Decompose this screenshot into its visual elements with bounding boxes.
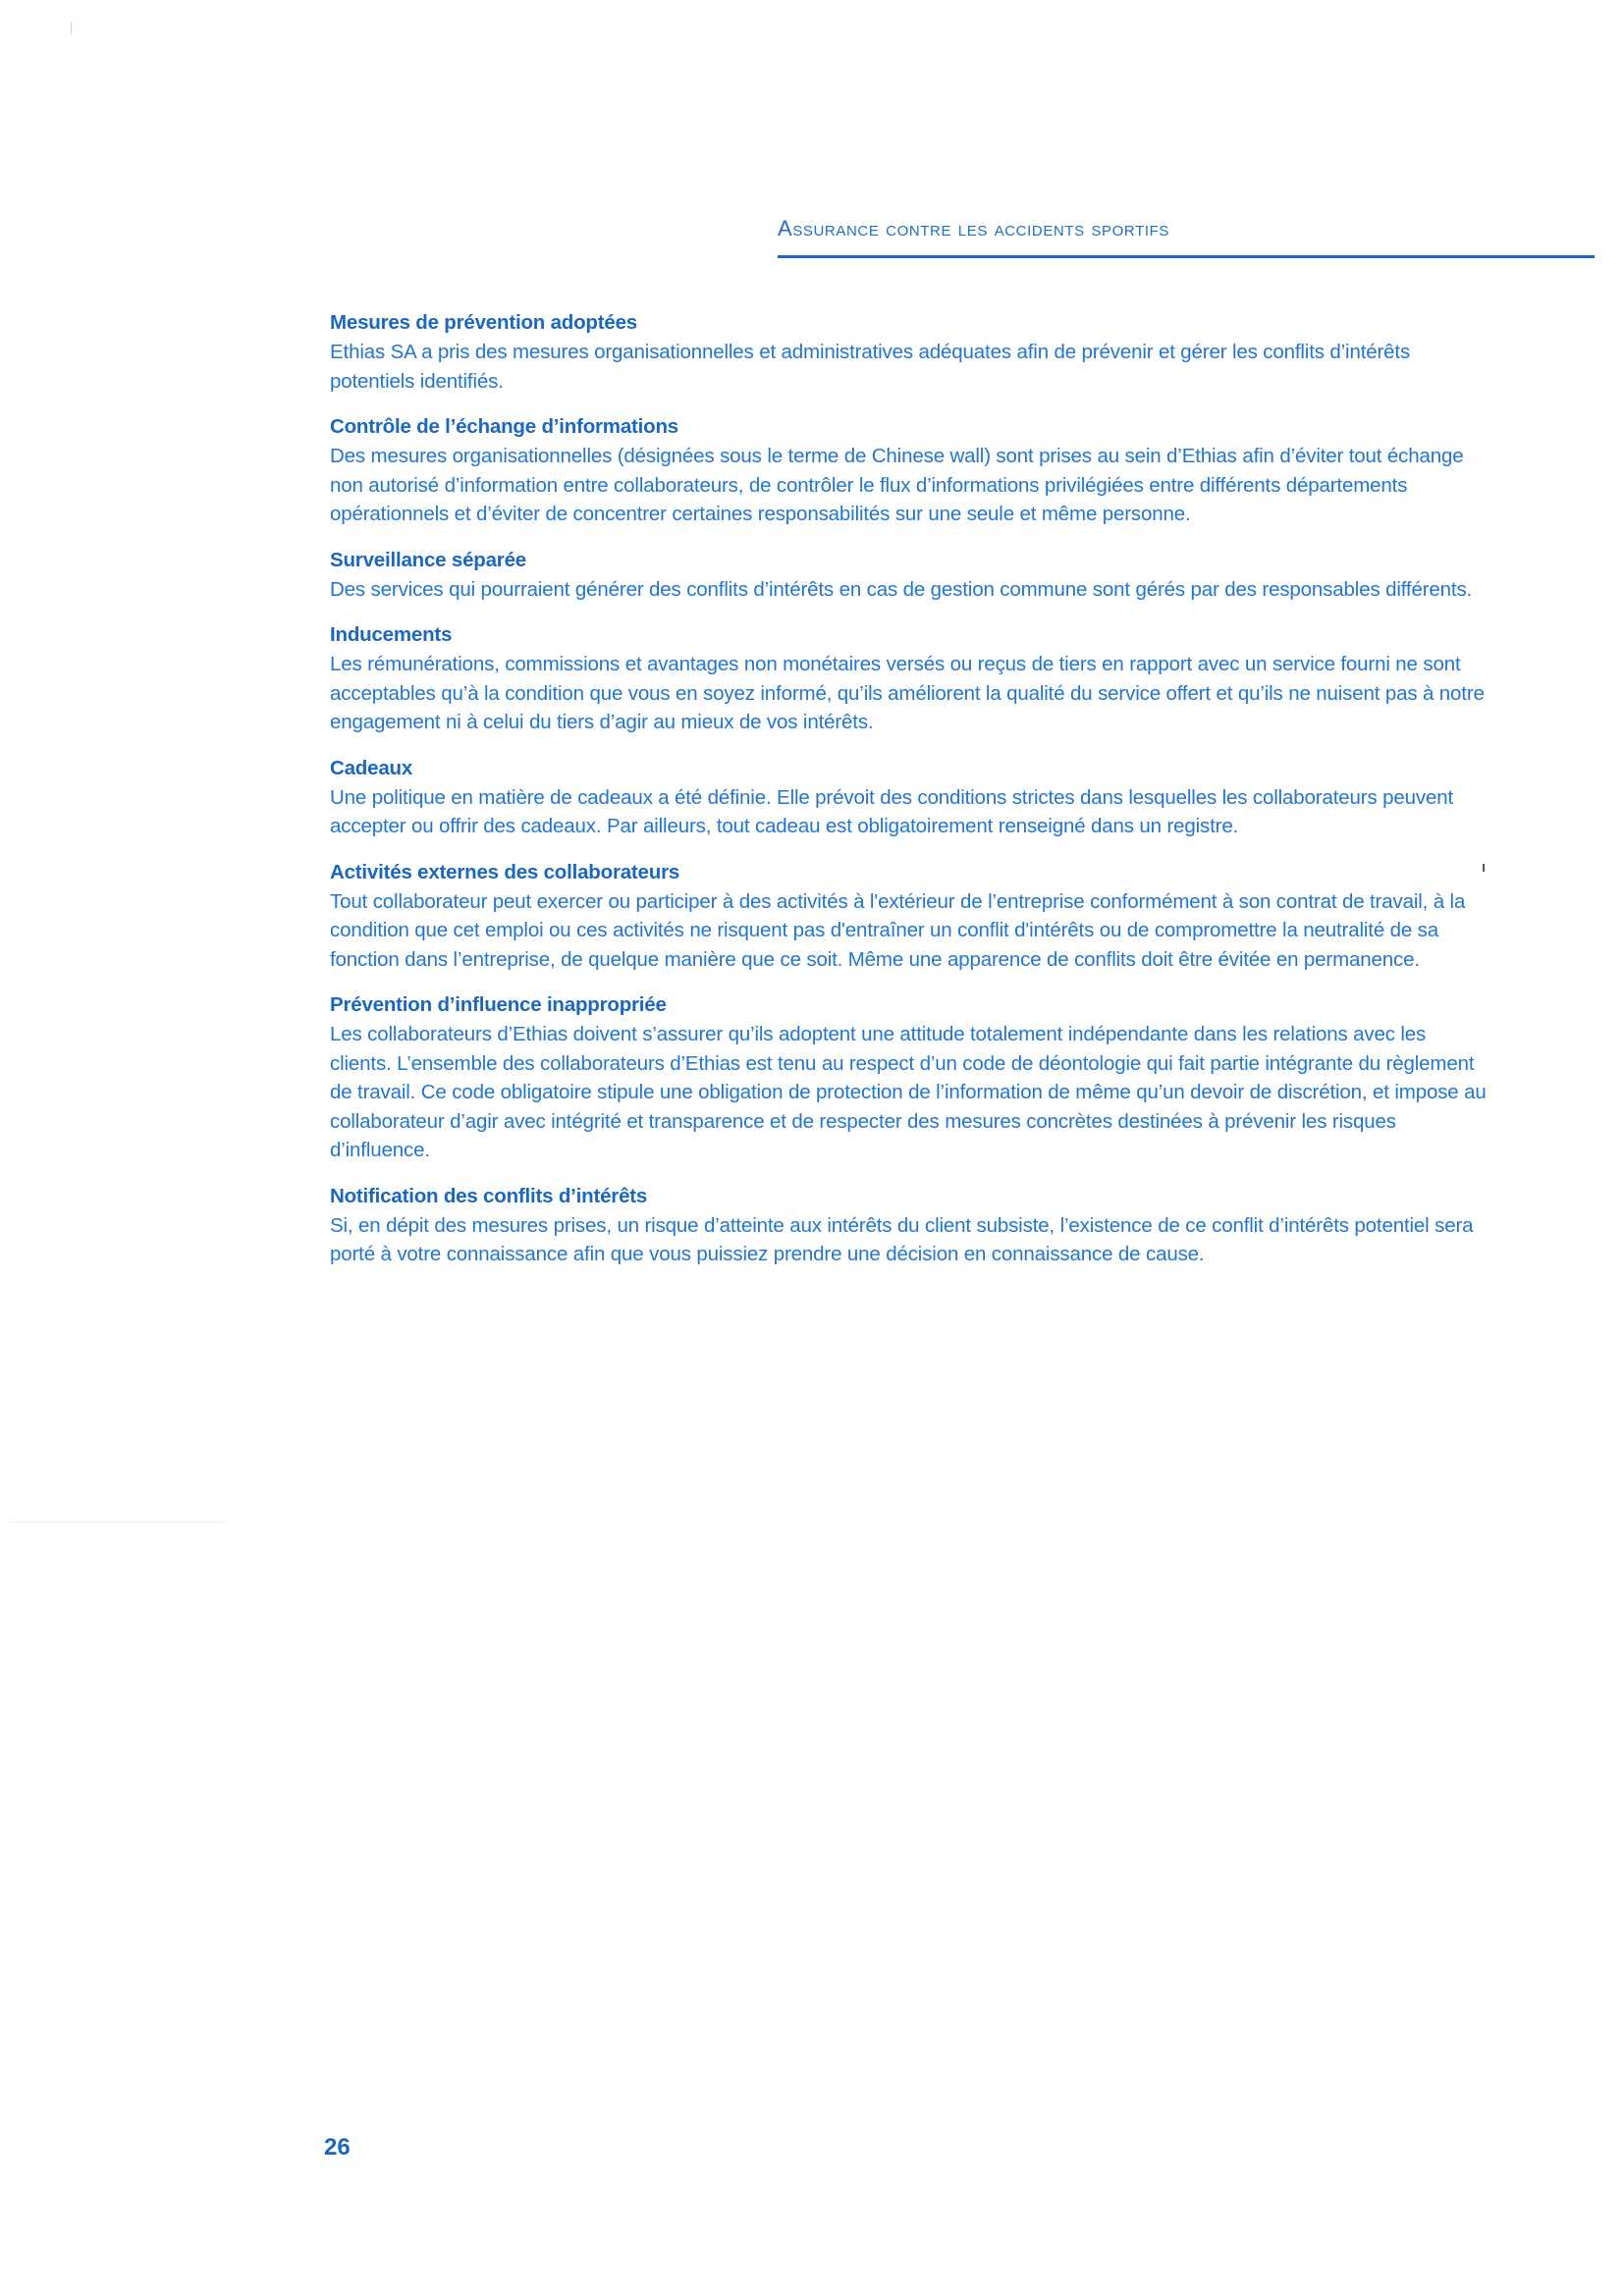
section-heading: Cadeaux xyxy=(330,756,413,779)
section-information-exchange-control xyxy=(330,412,1489,529)
section-body: Des mesures organisationnelles (désignées sous le terme de Chinese wall) sont prises au sein d’Ethias afin d’éviter tout échange non autorisé d’information entre collaborateurs, de contrôler le flux d’informations privilégiées entre différents départements opérationnels et d’éviter de concentrer certaines responsabilités sur une seule et même personne. xyxy=(330,445,1464,525)
section-body: Ethias SA a pris des mesures organisationnelles et administratives adéquates afin de prévenir et gérer les conflits d’intérêts potentiels identifiés. xyxy=(330,341,1411,393)
section-separate-supervision xyxy=(330,546,1489,605)
section-conflict-notification xyxy=(330,1182,1489,1269)
section-external-activities xyxy=(330,858,1489,975)
section-prevention-measures xyxy=(330,308,1489,396)
section-inducements xyxy=(330,620,1489,737)
section-body: Une politique en matière de cadeaux a été définie. Elle prévoit des conditions strictes dans lesquelles les collaborateurs peuvent accepter ou offrir des cadeaux. Par ailleurs, tout cadeau est obligatoirement renseigné dans un registre. xyxy=(330,785,1454,837)
section-body: Des services qui pourraient générer des conflits d’intérêts en cas de gestion commune sont gérés par des responsables différents. xyxy=(330,577,1473,601)
section-body: Tout collaborateur peut exercer ou participer à des activités à l'extérieur de l’entreprise conformément à son contrat de travail, à la condition que cet emploi ou ces activités ne risquent pas d'entraîner un conflit d'intérêts ou de compromettre la neutralité de sa fonction dans l’entreprise, de quelque manière que ce soit. Même une apparence de conflits doit être évitée en permanence. xyxy=(330,889,1466,971)
section-heading: Inducements xyxy=(330,623,453,646)
section-gifts xyxy=(330,754,1489,841)
section-body: Les rémunérations, commissions et avantages non monétaires versés ou reçus de tiers en rapport avec un service fourni ne sont acceptables qu’à la condition que vous en soyez informé, qu’ils améliorent la qualité du service offert et qu’ils ne nuisent pas à notre engagement ni à celui du tiers d’agir au mieux de vos intérêts. xyxy=(330,653,1485,733)
section-heading: Activités externes des collaborateurs xyxy=(330,860,680,883)
header-rule-divider xyxy=(778,255,1595,258)
scan-artifact xyxy=(71,22,72,35)
section-heading: Notification des conflits d’intérêts xyxy=(330,1184,648,1207)
main-content xyxy=(330,308,1489,1286)
section-undue-influence-prevention xyxy=(330,990,1489,1165)
running-header xyxy=(778,214,1595,243)
page-number: 26 xyxy=(324,2134,351,2161)
section-heading: Surveillance séparée xyxy=(330,548,526,571)
running-header-title: Assurance contre les accidents sportifs xyxy=(778,216,1169,240)
section-body: Si, en dépit des mesures prises, un risque d’atteinte aux intérêts du client subsiste, l’existence de ce conflit d’intérêts potentiel sera porté à votre connaissance afin que vous puissiez prendre une décision en connaissance de cause. xyxy=(330,1213,1474,1265)
section-heading: Mesures de prévention adoptées xyxy=(330,311,637,334)
section-body: Les collaborateurs d’Ethias doivent s’assurer qu’ils adoptent une attitude totalement indépendante dans les relations avec les clients. L’ensemble des collaborateurs d’Ethias est tenu au respect d’un code de déontologie qui fait partie intégrante du règlement de travail. Ce code obligatoire stipule une obligation de protection de l’information de même qu’un devoir de discrétion, et impose au collaborateur d’agir avec intégrité et transparence et de respecter des mesures concrètes destinées à prévenir les risques d’influence. xyxy=(330,1023,1487,1161)
scan-artifact xyxy=(1483,864,1485,872)
section-heading: Prévention d’influence inappropriée xyxy=(330,993,667,1016)
section-heading: Contrôle de l’échange d’informations xyxy=(330,415,679,438)
